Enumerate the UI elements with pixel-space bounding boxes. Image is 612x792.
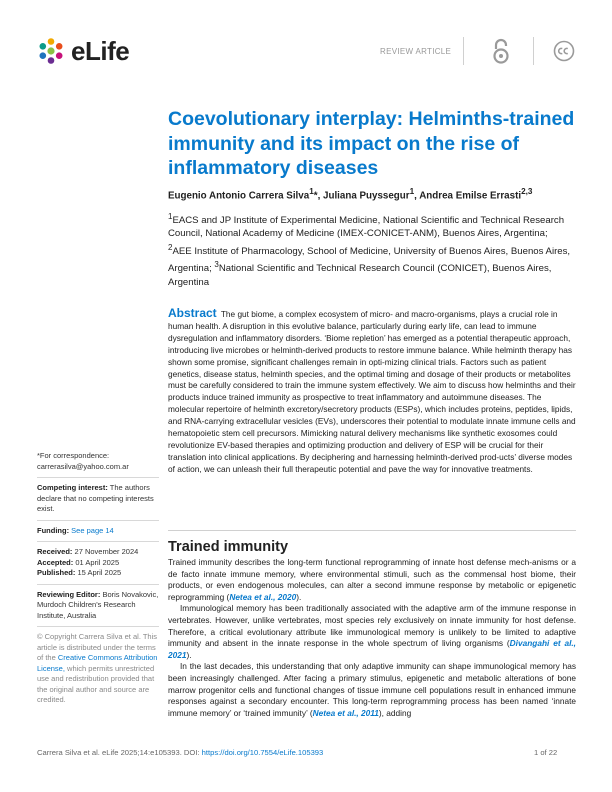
published-date: 15 April 2025 <box>77 568 122 577</box>
logo-text: eLife <box>71 35 130 66</box>
copyright-tail: which permits unrestricted use and redistribution provided that the original author and source are credited. <box>37 663 155 704</box>
doi-link[interactable]: https://doi.org/10.7554/eLife.105393 <box>201 748 324 757</box>
page-number: 1 of 22 <box>534 748 558 757</box>
accepted-date: 01 April 2025 <box>75 557 120 567</box>
author-affiliation-sup: 1 <box>309 187 314 196</box>
author-list: Eugenio Antonio Carrera Silva$^1$*, Juliana Puyssegur$^1$, Andrea Emilse Errasti$^{2,3}$ <box>168 187 533 202</box>
affiliation-number: 3 <box>214 260 219 270</box>
affiliations <box>168 210 573 289</box>
abstract-divider <box>168 530 576 531</box>
affiliation-text: AEE Institute of Pharmacology, School of Medicine, University of Buenos Aires, Buenos Aires, Argentina; <box>168 245 571 275</box>
affiliation-number: 1 <box>168 212 173 221</box>
funding-block <box>37 526 159 543</box>
correspondence-block <box>37 451 159 478</box>
author-name[interactable]: Andrea Emilse Errasti <box>419 190 522 202</box>
creative-commons-icon <box>553 40 575 62</box>
paragraph <box>168 603 576 661</box>
abstract-heading: Abstract <box>168 306 217 320</box>
received-label: Received: <box>37 547 73 556</box>
paragraph-text: ). <box>296 591 302 602</box>
citation-link[interactable]: Divangahi et al., 2021 <box>168 638 576 660</box>
article-type-label: REVIEW ARTICLE <box>380 47 452 56</box>
accepted-label: Accepted: <box>37 557 74 567</box>
header-divider <box>463 37 464 65</box>
funding-label: Funding: <box>37 525 70 535</box>
affiliation-number: 2 <box>168 242 173 252</box>
competing-interest-label: Competing interest: <box>37 483 108 492</box>
open-access-icon <box>491 37 511 65</box>
article-title: Coevolutionary interplay: Helminths-trained immunity and its impact on the rise of inflammatory diseases <box>168 108 575 179</box>
paragraph-text: ). <box>186 649 192 660</box>
header-divider <box>533 37 534 65</box>
doi-label: DOI: <box>183 748 202 757</box>
copyright-block <box>37 632 159 711</box>
author-name[interactable]: Juliana Puyssegur <box>323 190 410 202</box>
received-date: 27 November 2024 <box>74 547 139 556</box>
reviewing-editor-label: Reviewing Editor: <box>37 589 101 599</box>
paragraph-text: ), adding <box>378 707 412 718</box>
abstract-text: The gut biome, a complex ecosystem of micro- and macro-organisms, plays a crucial role in human health. A disruption in this evolutive balance, particularly during early life, can lead to immune dysregulation and inflammatory disorders. ‘Biome repletion’ has emerged as a potential therapeutic approach, introducing live microbes or helminth-derived products to restore immune balance. While helminth therapy has shown some promise, significant challenges remain in opti-mizing clinical trials. Factors such as patient genetics, disease status, helminth species, and the optimal timing and dosage of their products or metabolites must be carefully considered to train the immune system effectively. We aim to discuss how helminths and their products induce trained immunity as prospective to treat inflammatory and autoimmune diseases. The molecular repertoire of helminth excretory/secretory products (ESPs), which includes proteins, peptides, lipids, and RNA-carrying extracellular vesicles (EVs), underscores their potential to modulate innate immune cells and hematopoietic stem cell precursors. Mimicking natural delivery mechanisms like synthetic exosomes could revolutionize EV-based therapies and optimizing production and delivery of ESP will be crucial for their translation into clinical applications. By deciphering and harnessing helminth-derived prod-ucts’ diverse modes of action, we can unleash their full therapeutic potential and pave the way for innovative treatments. <box>168 309 576 474</box>
funding-link[interactable]: See page 14 <box>71 525 114 535</box>
elife-logo-mark-icon <box>37 37 65 65</box>
affiliation-text: EACS and JP Institute of Experimental Medicine, National Scientific and Technical Research Council, National Academy of Medicine (IMEX-CONICET-ANM), Buenos Aires, Argentina; <box>168 215 565 240</box>
elife-logo[interactable] <box>37 36 157 66</box>
author-name[interactable]: Eugenio Antonio Carrera Silva <box>168 190 310 202</box>
affiliation-text: National Scientific and Technical Research Council (CONICET), Buenos Aires, Argentina <box>168 263 552 288</box>
license-link[interactable]: Creative Commons Attribution License, <box>37 653 158 673</box>
citation-link[interactable]: Netea et al., 2020 <box>229 591 297 602</box>
body-text <box>168 557 576 719</box>
copyright-text: © Copyright Carrera Silva et al. This article is distributed under the terms of the <box>37 632 158 662</box>
reviewing-editor-text: Boris Novakovic, Murdoch Children's Research Institute, Australia <box>37 589 159 620</box>
paragraph-text: In the last decades, this understanding that only adaptive immunity can shape immunological memory has been increasingly challenged. After facing a primary stimulus, epigenetic and metabolic alterations of bone marrow progenitor cells and functional changes of tissue immune cell populations result in enhanced immune responses against a secondary encounter. This long-term reprogramming process has been named ‘innate immune memory’ or ‘trained immunity’ ( <box>168 661 576 718</box>
reviewing-editor-block <box>37 590 159 628</box>
competing-interest-block <box>37 483 159 521</box>
paragraph <box>168 661 576 719</box>
competing-interest-text: The authors declare that no competing interests exist. <box>37 483 154 513</box>
correspondence-email[interactable]: carrerasilva@yahoo.com.ar <box>37 461 129 471</box>
corresponding-marker: * <box>313 190 318 202</box>
article-sidebar <box>37 451 159 716</box>
paragraph <box>168 557 576 603</box>
published-label: Published: <box>37 568 76 577</box>
section-heading: Trained immunity <box>168 539 289 555</box>
correspondence-label: *For correspondence: <box>37 451 110 460</box>
abstract <box>168 308 576 476</box>
paragraph-text: Immunological memory has been traditionally associated with the adaptive arm of the immune response in vertebrates. However, unlike vertebrates, most species rely exclusively on innate immunity for host defense. Therefore, a critical evolutionary attribute like immunological memory is unlikely to be limited to adaptive immunity and absent in the innate response in the whole spectrum of living organisms ( <box>168 603 576 649</box>
citation-link[interactable]: Netea et al., 2011 <box>312 707 379 718</box>
footer-citation-text: Carrera Silva et al. eLife 2025;14:e105393. <box>37 748 184 757</box>
footer-citation <box>37 748 323 757</box>
dates-block <box>37 547 159 585</box>
paragraph-text: Trained immunity describes the long-term functional reprogramming of innate host defense mech-anisms or a de facto innate immune memory, where environmental stimuli, such as the commensal host biome, their products, or even endogenous molecules, can alter a second immune response by metabolic or epigenetic reprogramming ( <box>168 557 576 602</box>
author-affiliation-sup: 2,3 <box>521 187 533 196</box>
author-affiliation-sup: 1 <box>409 187 415 196</box>
